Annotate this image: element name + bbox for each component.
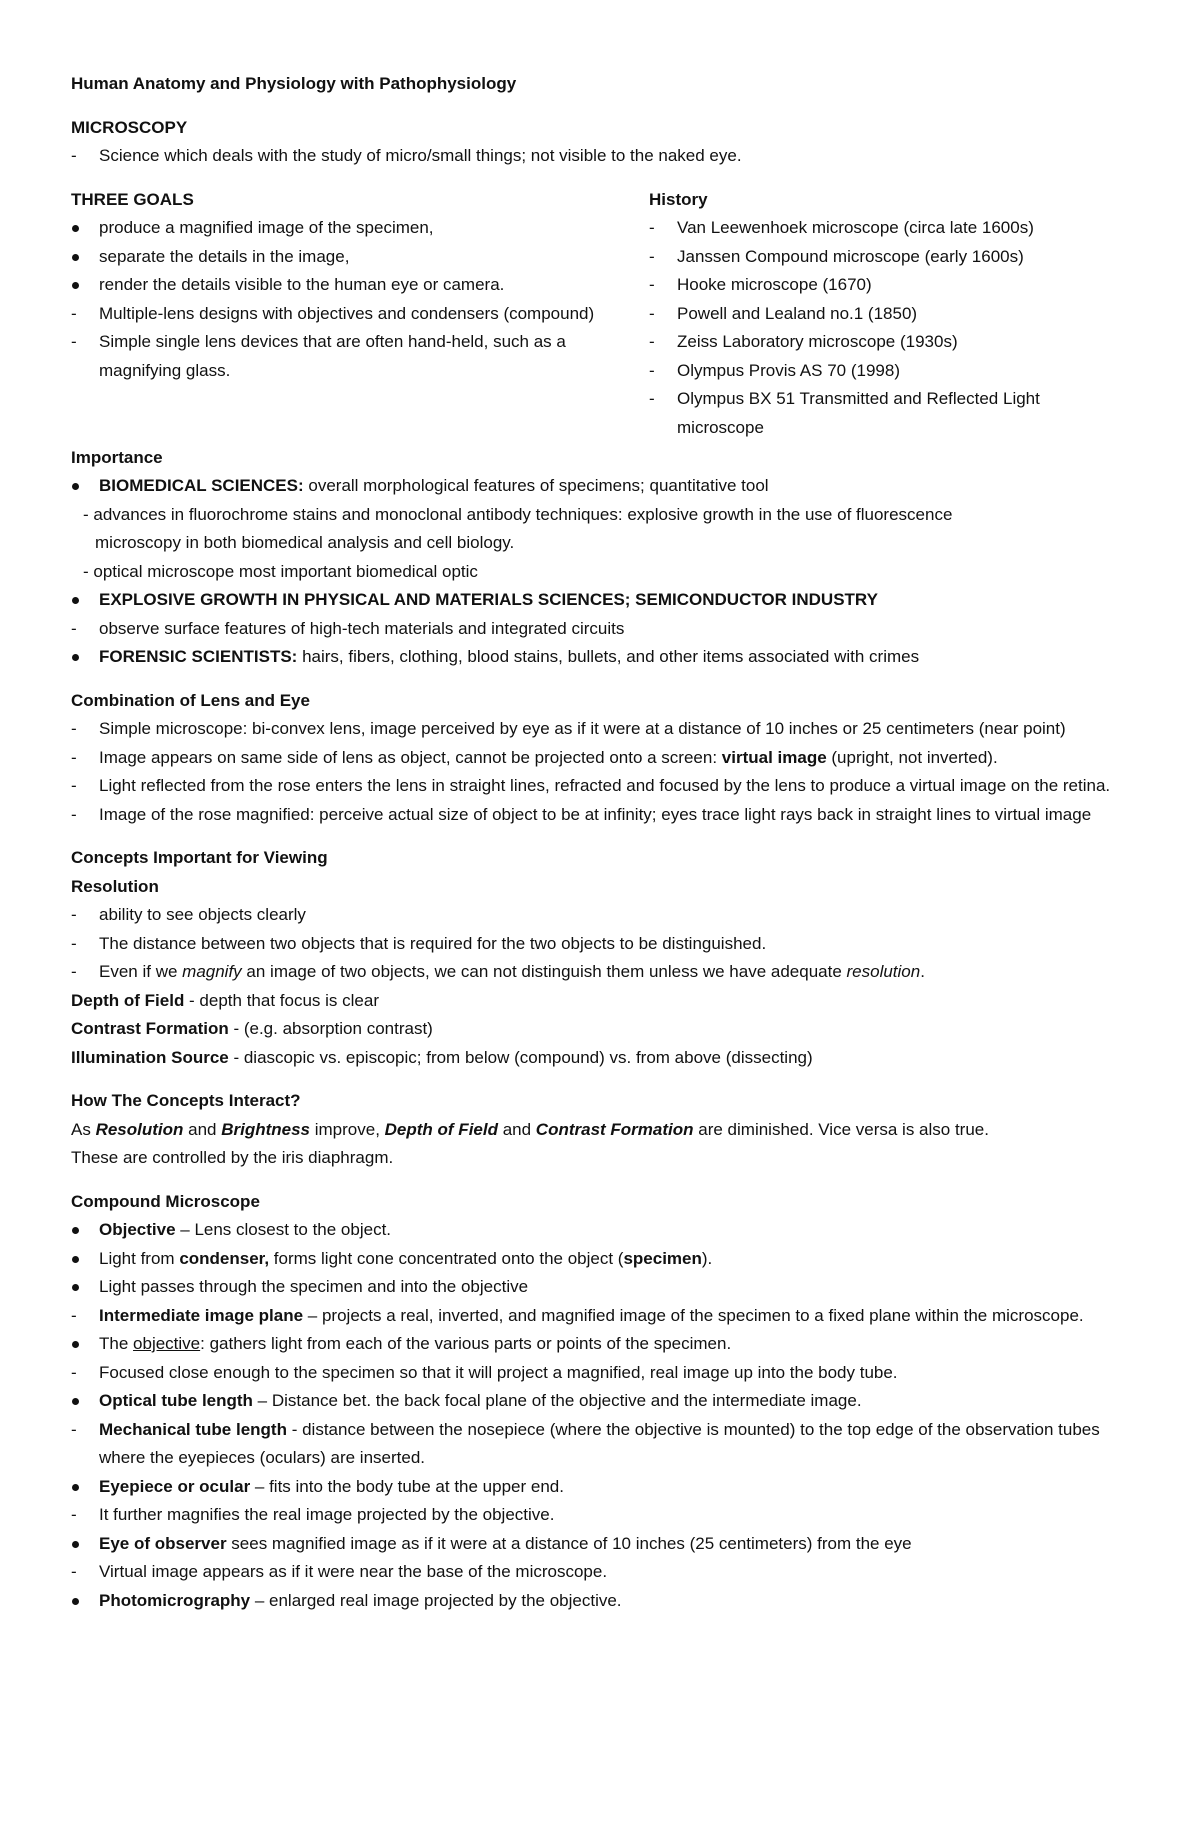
text-segment: microscopy in both biomedical analysis and cell biology. — [95, 533, 515, 552]
compound-item — [71, 1273, 1131, 1302]
bullet-icon — [72, 1598, 79, 1605]
text-segment: virtual image — [721, 747, 827, 767]
bullet-icon — [72, 483, 79, 490]
text-segment: - diascopic vs. episcopic; from below (compound) vs. from above (dissecting) — [228, 1047, 813, 1067]
history-heading: History — [649, 189, 708, 209]
bullet-marker — [71, 243, 99, 272]
text-segment: Olympus BX 51 Transmitted and Reflected Light microscope — [677, 389, 1040, 437]
text-segment: separate the details in the image, — [99, 246, 350, 266]
dash-marker: - — [71, 776, 77, 795]
dash-marker: - — [71, 719, 77, 738]
microscopy-heading: MICROSCOPY — [71, 117, 188, 137]
text-segment: Janssen Compound microscope (early 1600s) — [677, 246, 1024, 266]
text-segment: Brightness — [221, 1119, 311, 1139]
text-segment: Simple single lens devices that are often hand-held, such as a magnifying glass. — [99, 332, 566, 380]
lens-eye-heading: Combination of Lens and Eye — [71, 690, 310, 710]
goal-item — [71, 214, 631, 243]
text-segment: Image appears on same side of lens as object, cannot be projected onto a screen: — [99, 747, 722, 767]
text-segment: ). — [701, 1248, 713, 1268]
text-segment: Olympus Provis AS 70 (1998) — [677, 360, 900, 380]
bullet-marker — [71, 586, 99, 615]
text-segment: Powell and Lealand no.1 (1850) — [677, 303, 918, 323]
text-segment: are diminished. Vice versa is also true. — [693, 1119, 989, 1139]
text-segment: Even if we — [99, 962, 183, 981]
bullet-marker — [71, 1587, 99, 1616]
bullet-icon — [72, 225, 79, 232]
text-segment: The distance between two objects that is required for the two objects to be distinguished. — [99, 933, 767, 953]
importance-item — [71, 643, 1131, 672]
resolution-item — [71, 930, 1131, 959]
dash-marker: - — [71, 332, 77, 351]
dash-marker: - — [649, 332, 655, 351]
text-segment: Photomicrography — [99, 1590, 251, 1610]
text-segment: - (e.g. absorption contrast) — [228, 1019, 433, 1038]
bullet-icon — [72, 282, 79, 289]
compound-note — [71, 1416, 1131, 1473]
text-segment: Focused close enough to the specimen so that it will project a magnified, real image up into the body tube. — [99, 1362, 898, 1382]
compound-item — [71, 1387, 1131, 1416]
bullet-icon — [72, 597, 79, 604]
microscopy-definition — [71, 142, 1131, 171]
text-segment: condenser, — [179, 1248, 270, 1268]
dash-marker: - — [71, 618, 77, 638]
dash-marker: - — [71, 1505, 77, 1524]
text-segment: objective — [133, 1334, 201, 1353]
bullet-marker — [71, 1245, 99, 1274]
compound-item — [71, 1245, 1131, 1274]
goals-history-columns — [71, 186, 1131, 444]
text-segment: Depth of Field — [384, 1119, 498, 1139]
text-segment: Image of the rose magnified: perceive actual size of object to be at infinity; eyes trace light rays back in straight lines to virtual image — [99, 804, 1092, 824]
bullet-icon — [72, 1398, 79, 1405]
concepts-heading: Concepts Important for Viewing — [71, 848, 328, 867]
bullet-icon — [72, 654, 79, 661]
bullet-icon — [72, 1284, 79, 1291]
text-segment: Hooke microscope (1670) — [677, 275, 872, 294]
history-item — [649, 385, 1119, 442]
text-segment: – projects a real, inverted, and magnified image of the specimen to a fixed plane within the microscope. — [303, 1305, 1084, 1325]
bullet-marker — [71, 1273, 99, 1302]
text-segment: Contrast Formation — [535, 1119, 694, 1139]
text-segment: FORENSIC SCIENTISTS: — [99, 647, 298, 666]
text-segment: - depth that focus is clear — [184, 990, 379, 1010]
goal-item — [71, 243, 631, 272]
text-segment: Virtual image appears as if it were near the base of the microscope. — [99, 1562, 608, 1581]
text-segment: Science which deals with the study of micro/small things; not visible to the naked eye. — [99, 146, 742, 165]
goal-note — [71, 328, 631, 385]
bullet-marker — [71, 214, 99, 243]
bullet-marker — [71, 1387, 99, 1416]
text-segment: Optical tube length — [99, 1391, 253, 1410]
dash-marker: - — [71, 962, 77, 981]
text-segment: As — [71, 1119, 96, 1139]
compound-item — [71, 1530, 1131, 1559]
dash-marker: - — [649, 360, 655, 380]
text-segment: – Lens closest to the object. — [175, 1220, 392, 1239]
dash-marker: - — [649, 389, 655, 408]
bullet-marker — [71, 1216, 99, 1245]
history-section — [649, 186, 1119, 443]
text-segment: It further magnifies the real image projected by the objective. — [99, 1505, 555, 1524]
importance-item — [71, 586, 1131, 615]
text-segment: hairs, fibers, clothing, blood stains, bullets, and other items associated with crimes — [297, 647, 920, 666]
text-segment: overall morphological features of specimens; quantitative tool — [303, 476, 769, 495]
text-segment: Intermediate image plane — [99, 1305, 304, 1325]
dash-marker: - — [71, 933, 77, 953]
text-segment: Mechanical tube length — [99, 1419, 287, 1439]
resolution-item — [71, 901, 1131, 930]
dash-marker: - — [71, 804, 77, 824]
dash-marker: - — [71, 146, 77, 165]
text-segment: an image of two objects, we can not distinguish them unless we have adequate — [241, 962, 847, 981]
history-item — [649, 243, 1119, 272]
compound-note — [71, 1558, 1131, 1587]
history-item — [649, 271, 1119, 300]
bullet-icon — [72, 1227, 79, 1234]
compound-item — [71, 1216, 1131, 1245]
document-page — [71, 70, 1131, 1615]
history-item — [649, 357, 1119, 386]
text-segment: – fits into the body tube at the upper end. — [250, 1476, 564, 1496]
text-segment: sees magnified image as if it were at a distance of 10 inches (25 centimeters) from the eye — [226, 1533, 912, 1553]
bullet-marker — [71, 1530, 99, 1559]
three-goals-heading: THREE GOALS — [71, 189, 194, 209]
text-segment: – enlarged real image projected by the objective. — [250, 1590, 622, 1610]
goal-item — [71, 271, 631, 300]
compound-heading: Compound Microscope — [71, 1191, 260, 1211]
history-item — [649, 214, 1119, 243]
text-segment: Simple microscope: bi-convex lens, image perceived by eye as if it were at a distance of 10 inches or 25 centimeters (near point) — [99, 719, 1066, 738]
importance-item — [71, 472, 1131, 501]
history-item — [649, 328, 1119, 357]
text-segment: resolution — [846, 962, 921, 981]
bullet-marker — [71, 271, 99, 300]
compound-item — [71, 1473, 1131, 1502]
lens-eye-item — [71, 715, 1131, 744]
dash-marker: - — [649, 275, 655, 294]
goal-note — [71, 300, 631, 329]
text-segment: – Distance bet. the back focal plane of the objective and the intermediate image. — [252, 1391, 862, 1410]
importance-subitem-cont — [71, 529, 1131, 558]
importance-subitem — [71, 501, 1131, 530]
text-segment: observe surface features of high-tech materials and integrated circuits — [99, 618, 625, 638]
text-segment: - advances in fluorochrome stains and monoclonal antibody techniques: explosive growth in the use of fluorescence — [83, 504, 953, 524]
dash-marker: - — [71, 1305, 77, 1325]
importance-note — [71, 615, 1131, 644]
dash-marker: - — [71, 747, 77, 767]
text-segment: Eyepiece or ocular — [99, 1476, 251, 1496]
importance-heading: Importance — [71, 447, 163, 467]
text-segment: magnify — [182, 962, 242, 981]
text-segment: - distance between the nosepiece (where the objective is mounted) to the top edge of the observation tubes where the eyepieces (oculars) are inserted. — [99, 1419, 1100, 1467]
bullet-marker — [71, 1473, 99, 1502]
illumination-source-line — [71, 1044, 1131, 1073]
text-segment: Resolution — [95, 1119, 184, 1139]
importance-subitem — [71, 558, 1131, 587]
lens-eye-item — [71, 744, 1131, 773]
text-segment: Light from — [99, 1248, 180, 1268]
text-segment: improve, — [310, 1119, 385, 1139]
resolution-item — [71, 958, 1131, 987]
text-segment: Multiple-lens designs with objectives and condensers (compound) — [99, 303, 595, 323]
bullet-icon — [72, 1256, 79, 1263]
depth-of-field-line — [71, 987, 1131, 1016]
text-segment: forms light cone concentrated onto the object ( — [269, 1248, 624, 1268]
compound-note — [71, 1302, 1131, 1331]
three-goals-section — [71, 186, 631, 386]
text-segment: (upright, not inverted). — [826, 747, 998, 767]
dash-marker: - — [71, 905, 77, 924]
text-segment: and — [183, 1119, 222, 1139]
text-segment: specimen — [623, 1248, 702, 1268]
text-segment: Depth of Field — [71, 990, 185, 1010]
history-item — [649, 300, 1119, 329]
dash-marker: - — [71, 1419, 77, 1439]
bullet-icon — [72, 1484, 79, 1491]
text-segment: produce a magnified image of the specimen, — [99, 218, 434, 237]
text-segment: Objective — [99, 1220, 176, 1239]
compound-note — [71, 1359, 1131, 1388]
text-segment: - optical microscope most important biomedical optic — [83, 561, 478, 581]
lens-eye-item — [71, 801, 1131, 830]
dash-marker: - — [71, 1562, 77, 1581]
document-title: Human Anatomy and Physiology with Pathophysiology — [71, 74, 517, 93]
compound-note — [71, 1501, 1131, 1530]
text-segment: : gathers light from each of the various parts or points of the specimen. — [200, 1334, 732, 1353]
bullet-marker — [71, 1330, 99, 1359]
resolution-heading: Resolution — [71, 876, 159, 896]
text-segment: . — [920, 962, 925, 981]
text-segment: EXPLOSIVE GROWTH IN PHYSICAL AND MATERIALS SCIENCES; SEMICONDUCTOR INDUSTRY — [99, 590, 878, 609]
bullet-icon — [72, 1541, 79, 1548]
text-segment: Contrast Formation — [71, 1019, 229, 1038]
text-segment: render the details visible to the human eye or camera. — [99, 275, 505, 294]
bullet-icon — [72, 254, 79, 261]
interact-line-2: These are controlled by the iris diaphragm. — [71, 1148, 394, 1167]
text-segment: Light reflected from the rose enters the lens in straight lines, refracted and focused by the lens to produce a virtual image on the retina. — [99, 776, 1111, 795]
interact-heading: How The Concepts Interact? — [71, 1091, 301, 1110]
lens-eye-item — [71, 772, 1131, 801]
text-segment: The — [99, 1334, 134, 1353]
text-segment: BIOMEDICAL SCIENCES: — [99, 476, 304, 495]
dash-marker: - — [649, 246, 655, 266]
contrast-formation-line — [71, 1015, 1131, 1044]
text-segment: and — [497, 1119, 536, 1139]
bullet-marker — [71, 643, 99, 672]
bullet-marker — [71, 472, 99, 501]
text-segment: Van Leewenhoek microscope (circa late 1600s) — [677, 218, 1034, 237]
bullet-icon — [72, 1341, 79, 1348]
dash-marker: - — [71, 1362, 77, 1382]
text-segment: ability to see objects clearly — [99, 905, 306, 924]
text-segment: Eye of observer — [99, 1533, 227, 1553]
dash-marker: - — [649, 303, 655, 323]
dash-marker: - — [649, 218, 655, 237]
interact-line — [71, 1116, 1131, 1145]
text-segment: Light passes through the specimen and into the objective — [99, 1277, 529, 1296]
dash-marker: - — [71, 303, 77, 323]
text-segment: Zeiss Laboratory microscope (1930s) — [677, 332, 958, 351]
text-segment: Illumination Source — [71, 1047, 229, 1067]
compound-item — [71, 1587, 1131, 1616]
compound-item — [71, 1330, 1131, 1359]
